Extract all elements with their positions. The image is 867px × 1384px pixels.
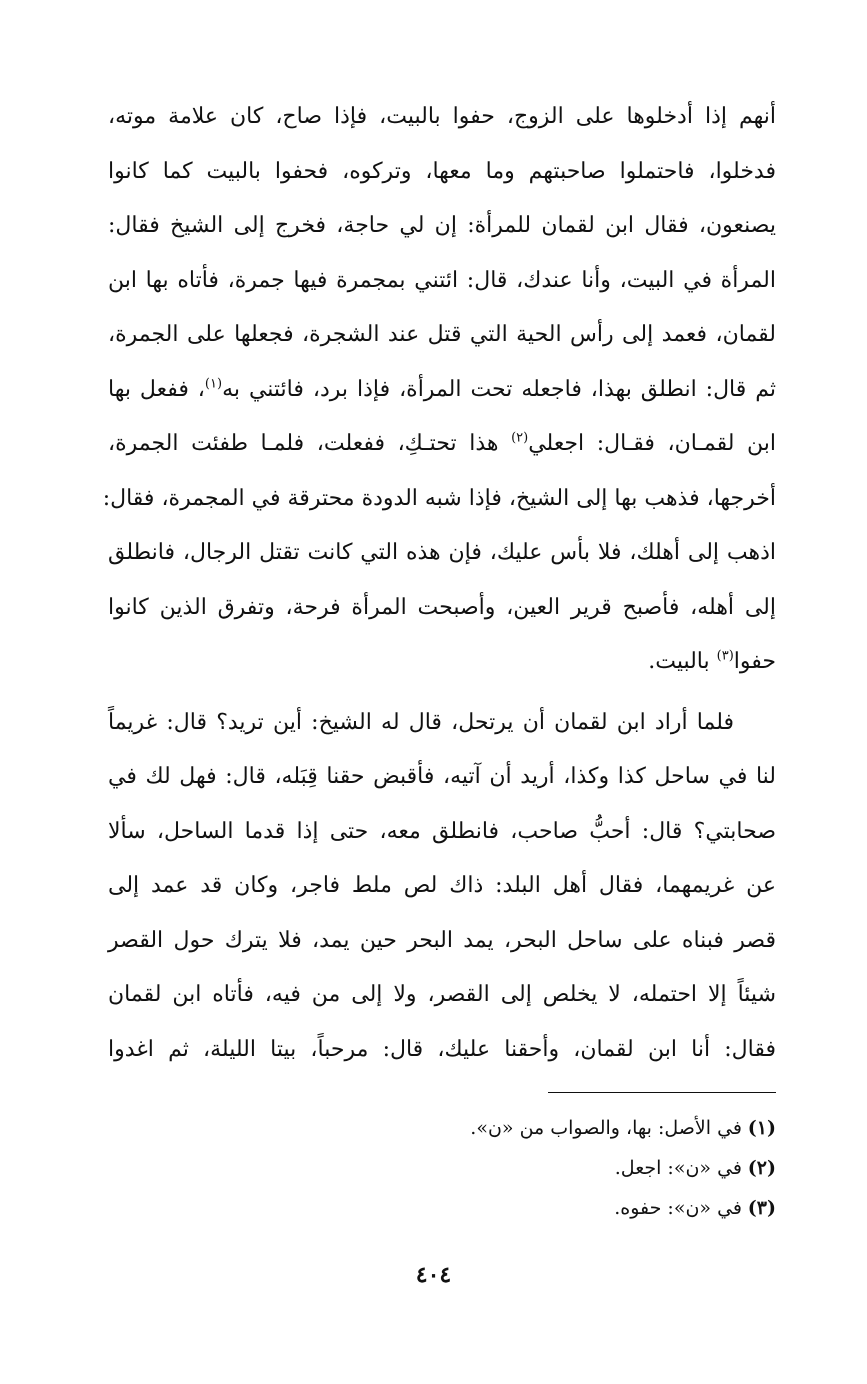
text-line: أنهم إذا أدخلوها على الزوج، حفوا بالبيت، فإذا صاح، كان علامة موته،: [108, 104, 776, 129]
text-line: أخرجها، فذهب بها إلى الشيخ، فإذا شبه الدودة محترقة في المجمرة، فقال:: [102, 485, 776, 511]
footnote-mark-1: (١): [204, 376, 223, 392]
text-line: المرأة في البيت، وأنا عندك، قال: ائتني بمجمرة فيها جمرة، فأتاه بها ابن: [108, 267, 776, 293]
text-line: اذهب إلى أهلك، فلا بأس عليك، فإن هذه التي كانت تقتل الرجال، فانطلق: [108, 540, 776, 565]
text-segment: ، ففعل بها: [108, 376, 205, 402]
text-line: قصر فبناه على ساحل البحر، يمد البحر حين يمد، فلا يترك حول القصر: [108, 927, 776, 953]
text-segment: بالبيت.: [648, 649, 710, 674]
text-segment: هذا تحتـكِ، ففعلت، فلمـا طفئت الجمرة،: [108, 431, 499, 456]
footnotes: [276, 1108, 776, 1228]
footnote-mark-2: (٢): [511, 430, 529, 446]
footnote-separator: [548, 1092, 776, 1093]
text-segment: حفوا: [733, 649, 776, 674]
footnote-text: في الأصل: بها، والصواب من «ن».: [470, 1117, 742, 1139]
footnote-3: [276, 1188, 776, 1228]
main-text: [102, 90, 776, 1077]
paragraph-1: [102, 90, 776, 690]
text-line: صحابتي؟ قال: أحبُّ صاحب، فانطلق معه، حتى إذا قدما الساحل، سألا: [108, 818, 776, 844]
page-number: ٤٠٤: [415, 1262, 452, 1288]
footnote-number: (١): [747, 1117, 776, 1139]
text-line: فلما أراد ابن لقمان أن يرتحل، قال له الشيخ: أين تريد؟ قال: غريماً: [108, 709, 734, 735]
text-line: عن غريمهما، فقال أهل البلد: ذاك لص ملط فاجر، وكان قد عمد إلى: [108, 873, 776, 898]
text-line: [108, 363, 776, 418]
text-line: فقال: أنا ابن لقمان، وأحقنا عليك، قال: مرحباً، بيتا الليلة، ثم اغدوا: [108, 1036, 776, 1062]
text-line: يصنعون، فقال ابن لقمان للمرأة: إن لي حاجة، فخرج إلى الشيخ فقال:: [108, 213, 776, 238]
footnote-2: [276, 1148, 776, 1188]
footnote-number: (٢): [747, 1157, 776, 1179]
footnote-1: [276, 1108, 776, 1148]
text-line: شيئاً إلا احتمله، لا يخلص إلى القصر، ولا إلى من فيه، فأتاه ابن لقمان: [108, 982, 776, 1007]
text-line: لقمان، فعمد إلى رأس الحية التي قتل عند الشجرة، فجعلها على الجمرة،: [108, 322, 776, 347]
footnote-text: في «ن»: حفوه.: [614, 1197, 742, 1219]
text-line: [108, 417, 776, 472]
text-line: لنا في ساحل كذا وكذا، أريد أن آتيه، فأقبض حقنا قِبَله، قال: فهل لك في: [108, 764, 776, 789]
footnote-text: في «ن»: اجعل.: [614, 1157, 742, 1179]
footnote-mark-3: (٣): [716, 648, 734, 664]
paragraph-2: [108, 696, 776, 1078]
text-segment: ثم قال: انطلق بهذا، فاجعله تحت المرأة، فإذا برد، فائتني به: [222, 376, 776, 402]
text-line: إلى أهله، فأصبح قرير العين، وأصبحت المرأة فرحة، وتفرق الذين كانوا: [108, 594, 776, 620]
text-line: [108, 635, 776, 690]
text-line: فدخلوا، فاحتملوا صاحبتهم وما معها، وتركوه، فحفوا بالبيت كما كانوا: [108, 158, 776, 184]
footnote-number: (٣): [747, 1197, 776, 1219]
text-segment: ابن لقمـان، فقـال: اجعلي: [528, 431, 776, 456]
